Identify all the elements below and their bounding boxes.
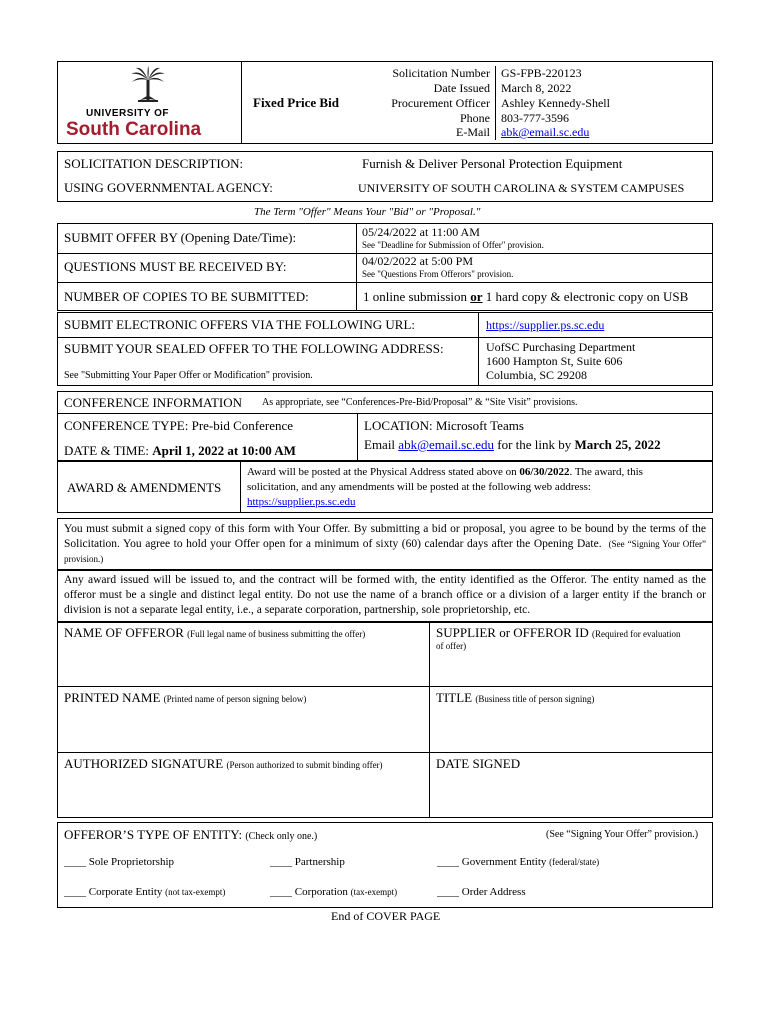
sealed-note: See "Submitting Your Paper Offer or Modification" provision. — [64, 370, 313, 381]
meta-label: Date Issued — [433, 81, 490, 95]
conference-label: CONFERENCE INFORMATION — [64, 395, 243, 410]
email-link[interactable]: abk@email.sc.edu — [501, 125, 590, 139]
signed-copy-text: You must submit a signed copy of this form with Your Offer. By submitting a bid or proposal, you agree to be bound by the terms of the Solicitation. You agree to hold your Offer open for a minimum of sixty (60) calendar days after the Opening Date. (See “Signing Your Offer” provision.) — [64, 523, 707, 564]
copies-value: 1 online submission or 1 hard copy & electronic copy on USB — [363, 289, 689, 304]
date-issued: March 8, 2022 — [501, 81, 572, 95]
meta-label: E-Mail — [456, 125, 490, 139]
printed-name-field[interactable]: PRINTED NAME (Printed name of person signing below) — [64, 690, 307, 705]
conference-note: As appropriate, see “Conferences-Pre-Bid/Proposal” & “Site Visit” provisions. — [262, 397, 578, 408]
award-label: AWARD & AMENDMENTS — [67, 480, 222, 495]
submit-by-value: 05/24/2022 at 11:00 AM — [362, 225, 480, 239]
conference-type: CONFERENCE TYPE: Pre-bid Conference — [64, 418, 294, 433]
col-divider — [240, 461, 241, 513]
entity-option-corporate[interactable]: ____ Corporate Entity (not tax-exempt) — [64, 886, 226, 898]
university-logo — [66, 64, 231, 140]
row-divider — [57, 752, 713, 753]
entity-option-sole-proprietorship[interactable]: ____ Sole Proprietorship — [64, 856, 174, 868]
questions-value: 04/02/2022 at 5:00 PM — [362, 254, 474, 268]
electronic-url[interactable]: https://supplier.ps.sc.edu — [486, 318, 605, 332]
submit-by-label: SUBMIT OFFER BY (Opening Date/Time): — [64, 230, 297, 245]
solicitation-description-value: Furnish & Deliver Personal Protection Equipment — [362, 156, 623, 171]
copies-label: NUMBER OF COPIES TO BE SUBMITTED: — [64, 289, 309, 304]
meta-label: Procurement Officer — [391, 96, 490, 110]
electronic-label: SUBMIT ELECTRONIC OFFERS VIA THE FOLLOWING URL: — [64, 317, 416, 332]
award-url[interactable]: https://supplier.ps.sc.edu — [247, 496, 356, 508]
row-divider — [57, 686, 713, 687]
supplier-id-field[interactable]: SUPPLIER or OFFEROR ID (Required for evaluation — [436, 625, 681, 640]
row-divider — [57, 413, 713, 414]
date-signed-field[interactable]: DATE SIGNED — [436, 756, 521, 771]
supplier-id-note: of offer) — [436, 641, 467, 651]
offeror-fields-box — [57, 622, 713, 818]
solicitation-number: GS-FPB-220123 — [501, 66, 582, 80]
phone: 803-777-3596 — [501, 111, 569, 125]
questions-note: See "Questions From Offerors" provision. — [362, 269, 514, 279]
award-line2: solicitation, and any amendments will be posted at the following web address: — [247, 481, 591, 493]
university-line1: UNIVERSITY OF — [86, 108, 169, 119]
col-divider — [357, 413, 358, 461]
sealed-address-line3: Columbia, SC 29208 — [486, 368, 588, 382]
entity-option-corporation[interactable]: ____ Corporation (tax-exempt) — [270, 886, 398, 898]
meta-label: Phone — [460, 111, 490, 125]
header-divider — [241, 61, 242, 144]
offeror-name-field[interactable]: NAME OF OFFEROR (Full legal name of business submitting the offer) — [64, 625, 366, 640]
entity-option-partnership[interactable]: ____ Partnership — [270, 856, 345, 868]
term-note: The Term "Offer" Means Your "Bid" or "Proposal." — [254, 206, 481, 218]
solicitation-description-label: SOLICITATION DESCRIPTION: — [64, 156, 244, 171]
sealed-address-line1: UofSC Purchasing Department — [486, 340, 636, 354]
entity-type-right-note: (See “Signing Your Offer” provision.) — [546, 829, 699, 840]
procurement-officer: Ashley Kennedy-Shell — [501, 96, 610, 110]
entity-notice-text: Any award issued will be issued to, and the contract will be formed with, the entity identified as the Offeror. The entity named as the offeror must be a single and distinct legal entity. Do not use the name of a branch office or a division of a larger entity if the branch or division is not a separate legal entity, i.e., a separate corporation, partnership, sole proprietorship, etc. — [64, 574, 706, 616]
page-title: Fixed Price Bid — [253, 95, 339, 110]
entity-option-order-address[interactable]: ____ Order Address — [437, 886, 526, 898]
questions-label: QUESTIONS MUST BE RECEIVED BY: — [64, 259, 287, 274]
conference-email-line: Email abk@email.sc.edu for the link by March 25, 2022 — [364, 437, 661, 452]
row-divider — [57, 337, 713, 338]
signature-field[interactable]: AUTHORIZED SIGNATURE (Person authorized to submit binding offer) — [64, 756, 383, 771]
university-line2: South Carolina — [66, 119, 202, 140]
col-divider — [429, 622, 430, 818]
conference-datetime: DATE & TIME: April 1, 2022 at 10:00 AM — [64, 443, 296, 458]
conference-location: LOCATION: Microsoft Teams — [364, 418, 524, 433]
sealed-address-line2: 1600 Hampton St, Suite 606 — [486, 354, 623, 368]
entity-option-government[interactable]: ____ Government Entity (federal/state) — [437, 856, 600, 868]
meta-divider — [495, 66, 496, 140]
meta-label: Solicitation Number — [392, 66, 490, 80]
palmetto-tree-icon — [128, 66, 168, 106]
title-field[interactable]: TITLE (Business title of person signing) — [436, 690, 595, 705]
conference-email-link[interactable]: abk@email.sc.edu — [398, 437, 495, 452]
entity-type-label: OFFEROR’S TYPE OF ENTITY: (Check only one.) — [64, 827, 318, 842]
row-divider — [57, 282, 713, 283]
footer-text: End of COVER PAGE — [331, 909, 441, 923]
col-divider — [478, 312, 479, 386]
agency-label: USING GOVERNMENTAL AGENCY: — [64, 180, 273, 195]
sealed-label: SUBMIT YOUR SEALED OFFER TO THE FOLLOWING ADDRESS: — [64, 341, 444, 356]
agency-value: UNIVERSITY OF SOUTH CAROLINA & SYSTEM CAMPUSES — [358, 181, 685, 195]
submit-by-note: See "Deadline for Submission of Offer" provision. — [362, 240, 544, 250]
col-divider — [356, 223, 357, 311]
award-line1: Award will be posted at the Physical Address stated above on 06/30/2022. The award, this — [247, 466, 643, 478]
